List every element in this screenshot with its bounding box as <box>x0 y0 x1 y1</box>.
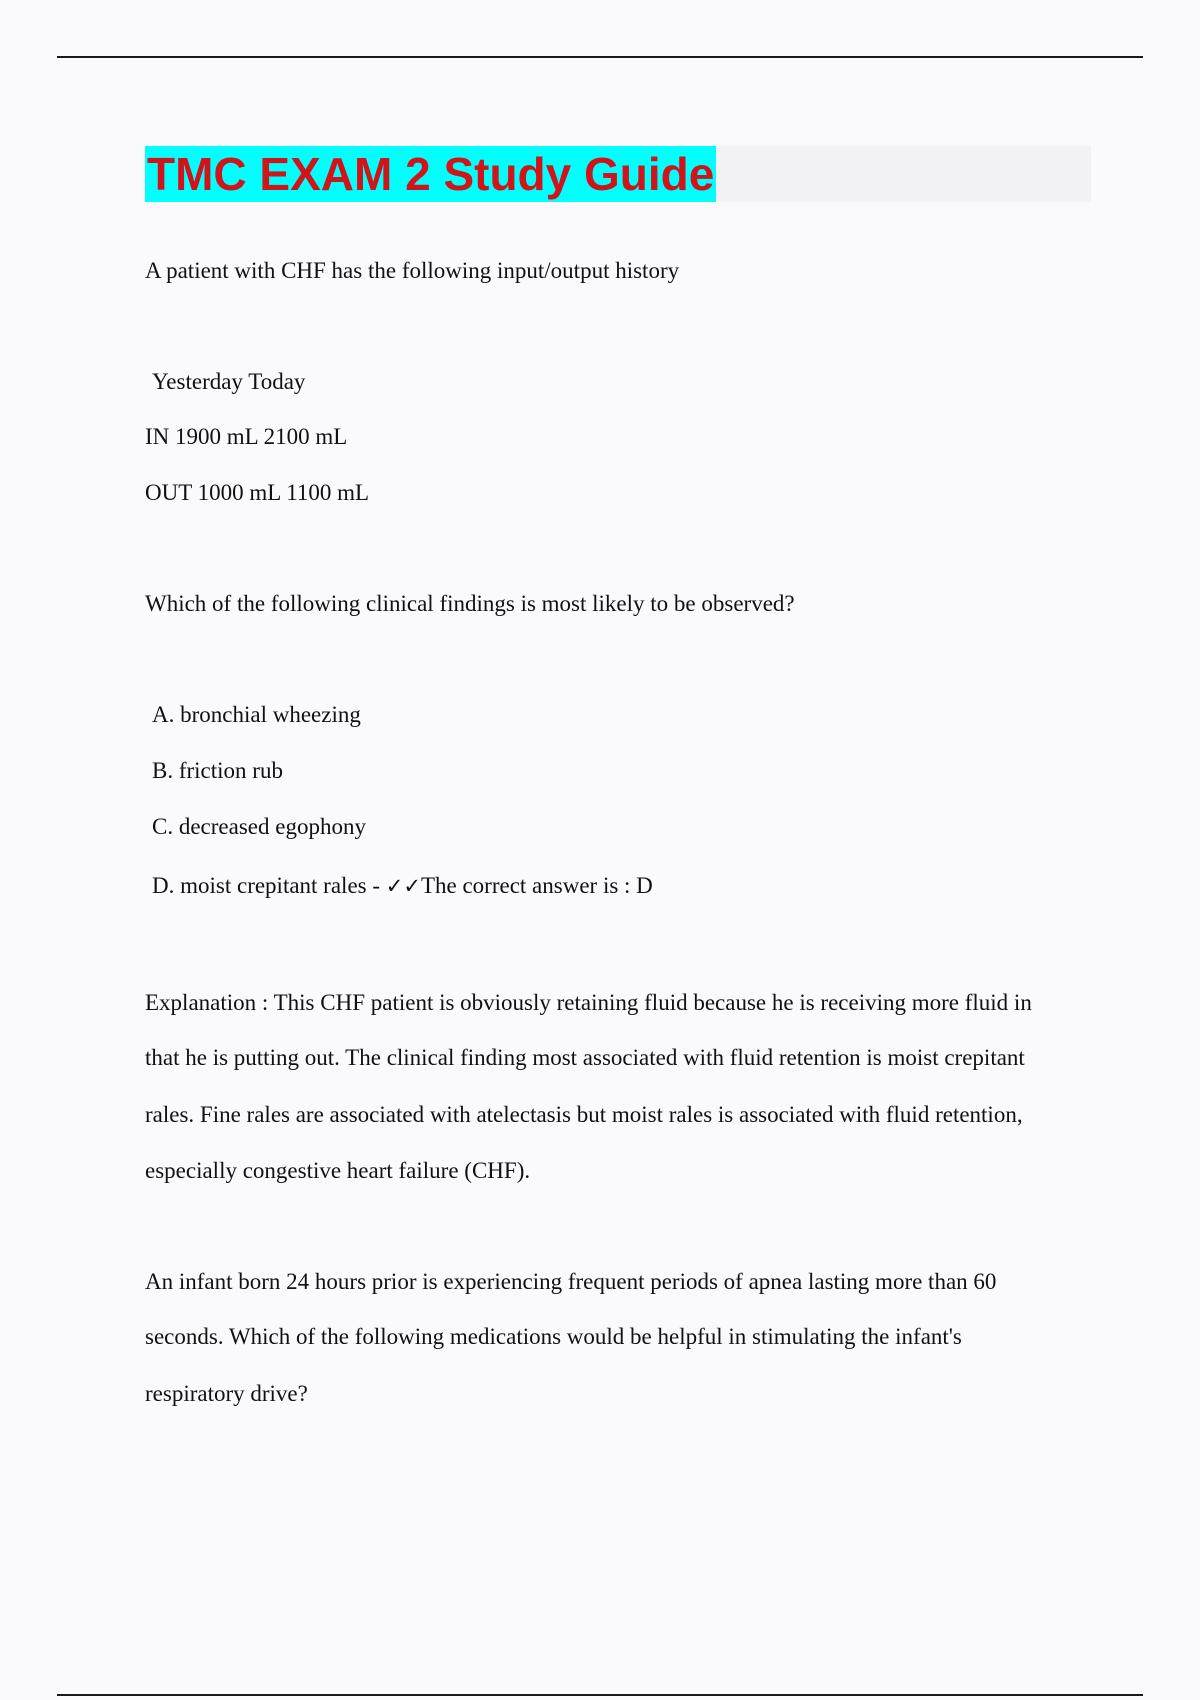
option-d <box>152 872 653 900</box>
option-a: A. bronchial wheezing <box>152 702 361 727</box>
question1-stem: A patient with CHF has the following input/output history <box>145 258 680 283</box>
explanation-line: that he is putting out. The clinical finding most associated with fluid retention is moist crepitant <box>145 1045 1025 1070</box>
explanation-line: rales. Fine rales are associated with atelectasis but moist rales is associated with fluid retention, <box>145 1102 1023 1127</box>
option-b: B. friction rub <box>152 758 283 783</box>
explanation-line: Explanation : This CHF patient is obviously retaining fluid because he is receiving more fluid in <box>145 990 1032 1015</box>
check-icon: ✓✓ <box>385 874 421 898</box>
io-table-header: Yesterday Today <box>152 369 306 394</box>
top-rule <box>57 56 1143 58</box>
question2-line: seconds. Which of the following medications would be helpful in stimulating the infant's <box>145 1324 962 1349</box>
question1-prompt: Which of the following clinical findings is most likely to be observed? <box>145 591 795 616</box>
option-c: C. decreased egophony <box>152 814 366 839</box>
io-row-in: IN 1900 mL 2100 mL <box>145 424 348 449</box>
option-d-text: D. moist crepitant rales - <box>152 873 386 898</box>
question2-line: An infant born 24 hours prior is experiencing frequent periods of apnea lasting more than 60 <box>145 1269 997 1294</box>
bottom-rule <box>57 1694 1143 1696</box>
explanation-line: especially congestive heart failure (CHF). <box>145 1158 531 1183</box>
question2-line: respiratory drive? <box>145 1381 308 1406</box>
correct-answer: The correct answer is : D <box>420 873 653 898</box>
document-title: TMC EXAM 2 Study Guide <box>147 148 715 200</box>
io-row-out: OUT 1000 mL 1100 mL <box>145 480 370 505</box>
